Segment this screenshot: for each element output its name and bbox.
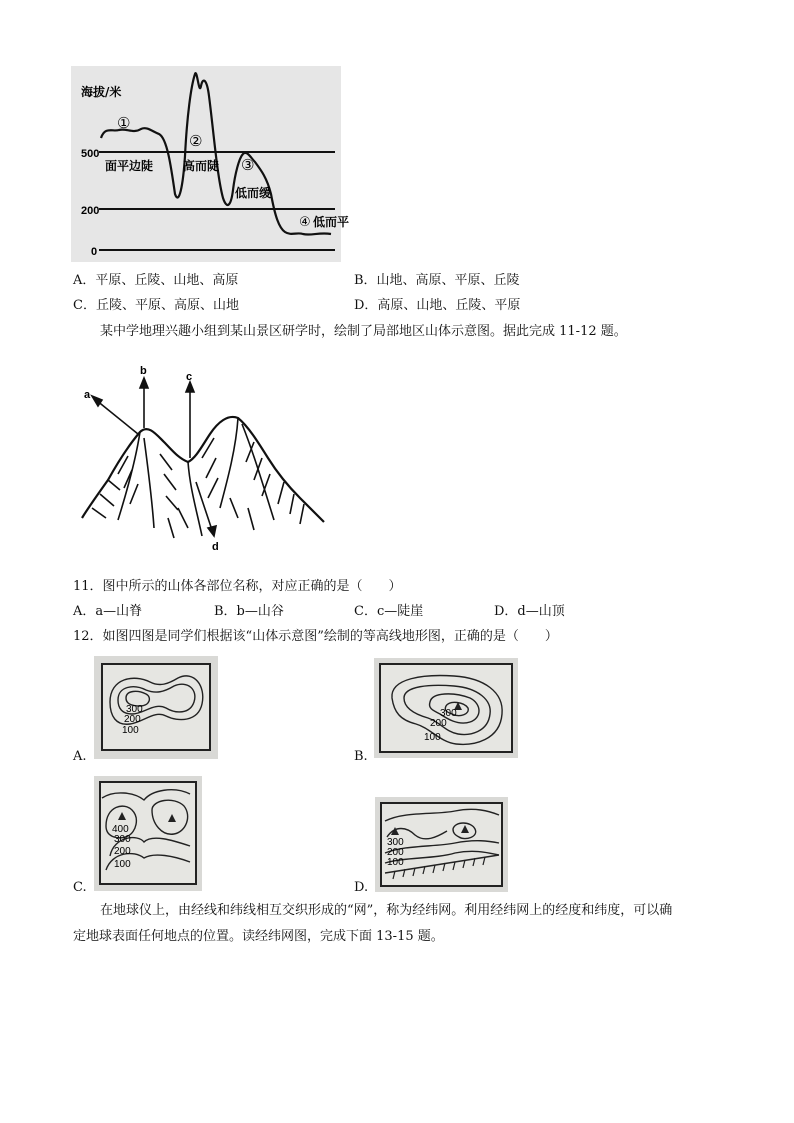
mountain-label-d: d <box>212 541 219 553</box>
intro-13-15-line1: 在地球仪上，由经线和纬线相互交织形成的“网”，称为经纬网。利用经纬网上的经度和纬度，可以确 <box>100 903 673 918</box>
map-b-300: 300 <box>440 708 457 719</box>
mountain-label-c: c <box>186 371 193 383</box>
tick-0: 0 <box>91 246 98 258</box>
marker-3: ③ <box>241 156 255 174</box>
intro-13-15-line2: 定地球表面任何地点的位置。读经纬网图，完成下面 13-15 题。 <box>73 929 444 944</box>
tick-500: 500 <box>81 148 100 160</box>
mountain-label-a: a <box>84 389 91 401</box>
map-a-300: 300 <box>126 704 143 715</box>
elevation-profile-figure <box>71 66 350 262</box>
mountain-sketch-figure <box>78 358 328 554</box>
q10-option-a: A．平原、丘陵、山地、高原 <box>73 273 239 288</box>
q12-option-c-label: C. <box>73 880 87 895</box>
label-plateau: 面平边陡 <box>105 159 154 173</box>
q12-stem: 12．如图四图是同学们根据该“山体示意图”绘制的等高线地形图，正确的是（ ） <box>73 629 558 644</box>
map-c-400: 400 <box>112 824 129 835</box>
map-a-200: 200 <box>124 714 141 725</box>
map-c-200: 200 <box>114 846 131 857</box>
tick-200: 200 <box>81 205 100 217</box>
q11-option-d: D．d—山顶 <box>494 604 565 619</box>
q10-option-d: D．高原、山地、丘陵、平原 <box>354 298 521 313</box>
map-d-200: 200 <box>387 847 404 858</box>
map-d-300: 300 <box>387 837 404 848</box>
contour-map-a <box>94 656 218 759</box>
q10-option-b: B．山地、高原、平原、丘陵 <box>354 273 520 288</box>
mountain-label-b: b <box>140 365 147 377</box>
intro-11-12: 某中学地理兴趣小组到某山景区研学时，绘制了局部地区山体示意图。据此完成 11-12 题。 <box>100 324 627 339</box>
marker-4: ④ <box>299 215 311 230</box>
q11-stem: 11．图中所示的山体各部位名称，对应正确的是（ ） <box>73 579 402 594</box>
q11-option-a: A．a—山脊 <box>73 604 143 619</box>
map-d-100: 100 <box>387 857 404 868</box>
contour-map-d <box>375 797 508 892</box>
label-hill: 低而缓 <box>235 186 272 200</box>
map-b-200: 200 <box>430 718 447 729</box>
label-plain: 低而平 <box>313 215 350 229</box>
q10-option-c: C．丘陵、平原、高原、山地 <box>73 298 239 313</box>
label-mountain: 高而陡 <box>183 159 220 173</box>
elevation-ylabel: 海拔/米 <box>81 85 122 99</box>
q12-option-d-label: D. <box>354 880 369 895</box>
contour-map-b <box>374 658 518 758</box>
map-c-300: 300 <box>114 834 131 845</box>
map-a-100: 100 <box>122 725 139 736</box>
marker-2: ② <box>189 132 203 150</box>
contour-map-c <box>94 776 202 891</box>
map-c-100: 100 <box>114 859 131 870</box>
q11-option-c: C．c—陡崖 <box>354 604 424 619</box>
map-b-100: 100 <box>424 732 441 743</box>
q12-option-a-label: A. <box>73 749 87 764</box>
q12-option-b-label: B. <box>354 749 368 764</box>
q11-option-b: B．b—山谷 <box>214 604 284 619</box>
marker-1: ① <box>117 114 131 132</box>
